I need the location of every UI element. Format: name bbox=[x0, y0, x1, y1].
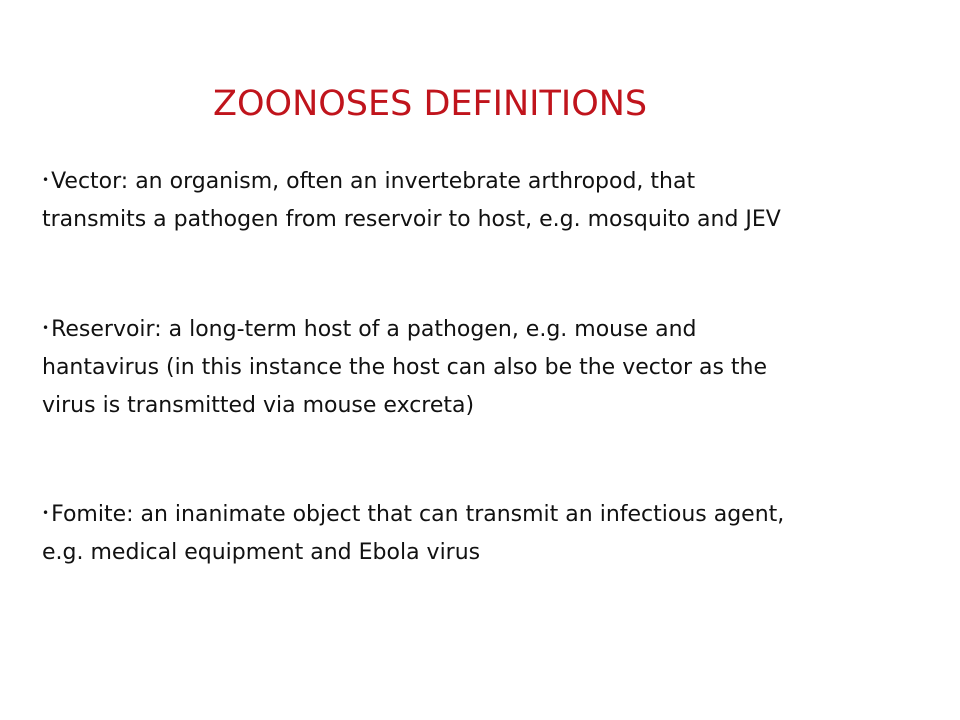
bullet-vector bbox=[42, 161, 922, 239]
bullet-vector-text-1: Vector: an organism, often an invertebrate arthropod, that bbox=[51, 169, 696, 194]
bullet-vector-line-2: transmits a pathogen from reservoir to host, e.g. mosquito and JEV bbox=[42, 207, 781, 232]
bullet-dot-icon: • bbox=[42, 506, 50, 520]
bullet-reservoir-text-1: Reservoir: a long-term host of a pathogen, e.g. mouse and bbox=[51, 317, 697, 342]
bullet-reservoir bbox=[42, 309, 922, 425]
bullet-fomite bbox=[42, 494, 922, 572]
bullet-vector-line-1 bbox=[42, 161, 922, 201]
bullet-fomite-line-2: e.g. medical equipment and Ebola virus bbox=[42, 540, 481, 565]
bullet-fomite-line-1 bbox=[42, 494, 922, 534]
bullet-dot-icon: • bbox=[42, 173, 50, 187]
bullet-reservoir-line-1 bbox=[42, 309, 922, 349]
slide-title: ZOONOSES DEFINITIONS bbox=[213, 84, 648, 124]
bullet-dot-icon: • bbox=[42, 321, 50, 335]
bullet-fomite-text-1: Fomite: an inanimate object that can transmit an infectious agent, bbox=[51, 502, 785, 527]
bullet-reservoir-line-2: hantavirus (in this instance the host can also be the vector as the bbox=[42, 355, 768, 380]
bullet-reservoir-line-3: virus is transmitted via mouse excreta) bbox=[42, 393, 475, 418]
